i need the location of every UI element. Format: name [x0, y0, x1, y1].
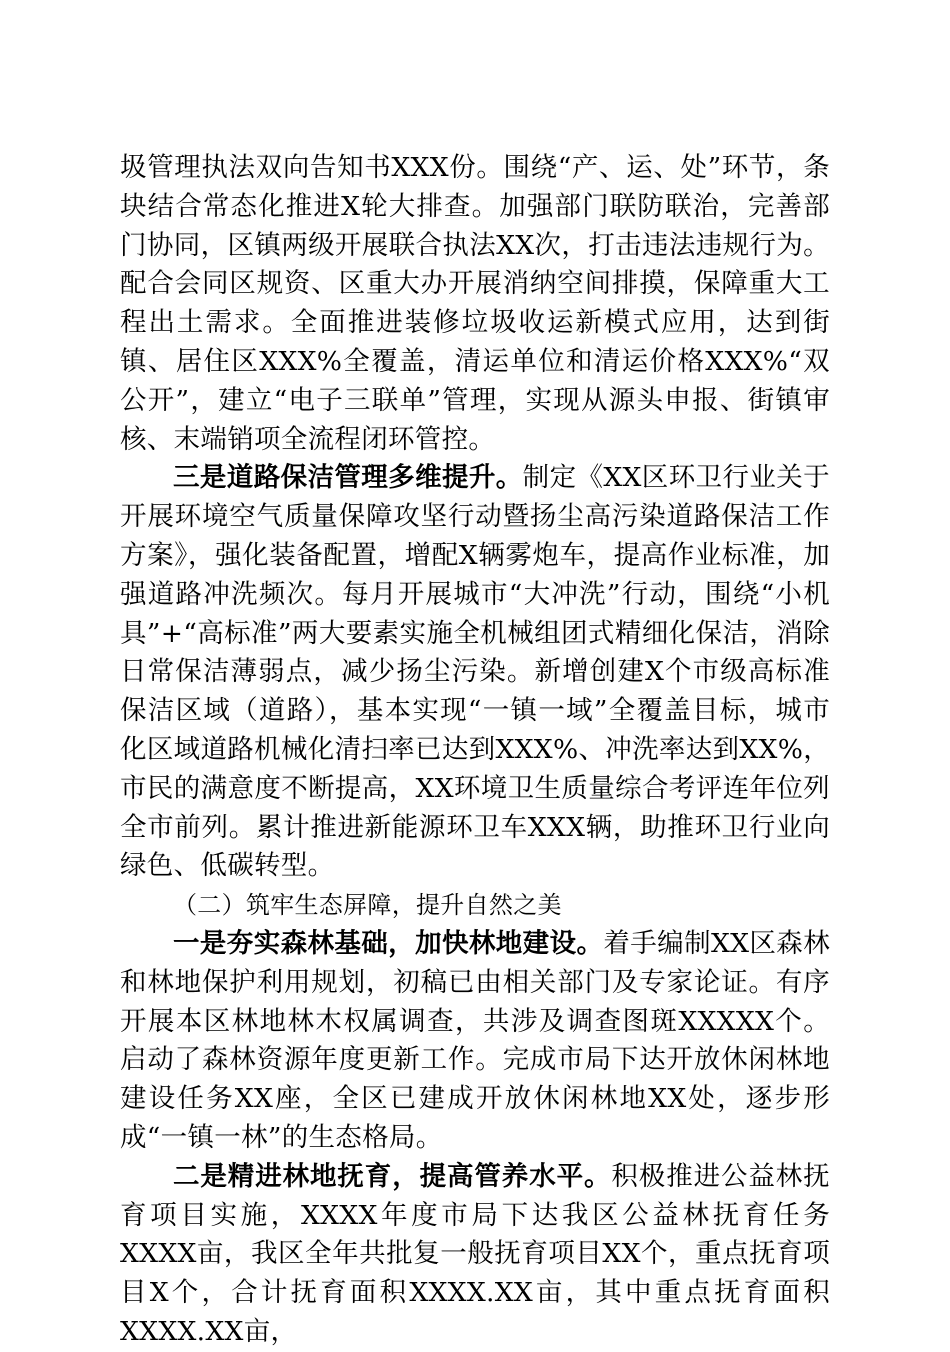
paragraph-waste-management [120, 149, 830, 459]
paragraph-text: 积极推进公益林抚育项目实施，XXXX年度市局下达我区公益林抚育任务XXXX亩，我区全年共批复一般抚育项目XX个，重点抚育项目X个，合计抚育面积XXXX.XX亩，其中重点抚育面积XXXX.XX亩， [120, 1160, 830, 1347]
paragraph-text: 圾管理执法双向告知书XXX份。围绕“产、运、处”环节，条块结合常态化推进X轮大排查。加强部门联防联治，完善部门协同，区镇两级开展联合执法XX次，打击违法违规行为。配合会同区规资、区重大办开展消纳空间排摸，保障重大工程出土需求。全面推进装修垃圾收运新模式应用，达到街镇、居住区XXX%全覆盖，清运单位和清运价格XXX%“双公开”，建立“电子三联单”管理，实现从源头申报、街镇审核、末端销项全流程闭环管控。 [120, 152, 830, 455]
paragraph-lead: 三是道路保洁管理多维提升。 [173, 462, 523, 494]
paragraph-forest-foundation [120, 925, 830, 1158]
paragraph-lead: 一是夯实森林基础，加快林地建设。 [173, 927, 604, 959]
paragraph-road-cleaning [120, 459, 830, 886]
paragraph-text: 着手编制XX区森林和林地保护利用规划，初稿已由相关部门及专家论证。有序开展本区林地林木权属调查，共涉及调查图斑XXXXX个。启动了森林资源年度更新工作。完成市局下达开放休闲林地建设任务XX座，全区已建成开放休闲林地XX处，逐步形成“一镇一林”的生态格局。 [120, 927, 830, 1153]
paragraph-forest-tending [120, 1158, 830, 1352]
section-heading: （二）筑牢生态屏障，提升自然之美 [173, 891, 562, 920]
paragraph-lead: 二是精进林地抚育，提高管养水平。 [173, 1160, 612, 1192]
paragraph-text: 制定《XX区环卫行业关于开展环境空气质量保障攻坚行动暨扬尘高污染道路保洁工作方案》，强化装备配置，增配X辆雾炮车，提高作业标准，加强道路冲洗频次。每月开展城市“大冲洗”行动，围绕“小机具”+“高标准”两大要素实施全机械组团式精细化保洁，消除日常保洁薄弱点，减少扬尘污染。新增创建X个市级高标准保洁区域（道路），基本实现“一镇一域”全覆盖目标，城市化区域道路机械化清扫率已达到XXX%、冲洗率达到XX%，市民的满意度不断提高，XX环境卫生质量综合考评连年位列全市前列。累计推进新能源环卫车XXX辆，助推环卫行业向绿色、低碳转型。 [120, 462, 830, 882]
document-body [120, 149, 830, 1352]
